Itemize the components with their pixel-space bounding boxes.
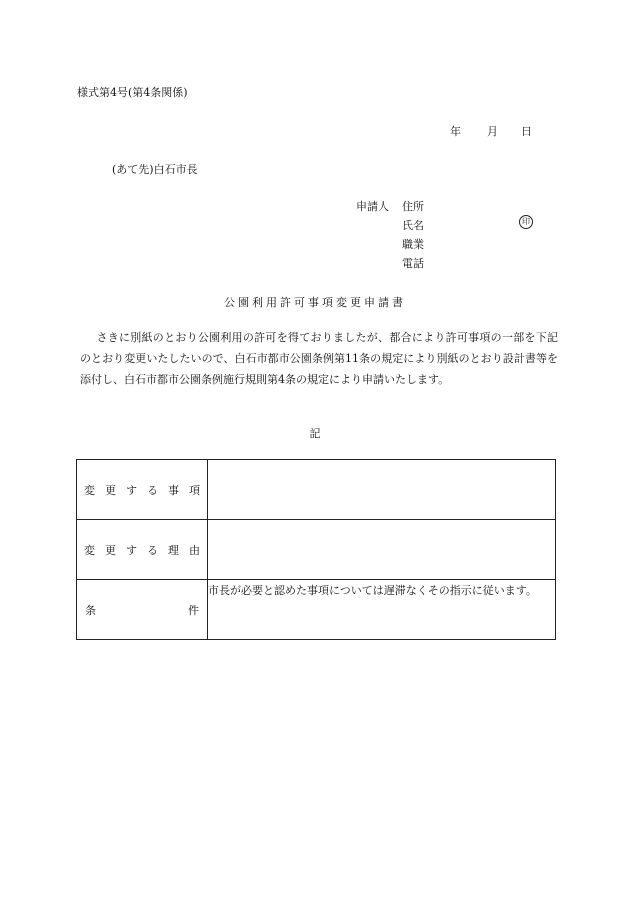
condition-label [77,580,208,640]
label-char: 更 [105,483,116,497]
date-month: 月 [487,125,498,138]
condition-value: 市長が必要と認めた事項については遅滞なくその指示に従います。 [208,580,556,640]
occupation-label: 職業 [402,238,424,251]
recipient: (あて先)白石市長 [112,163,198,176]
label-char: 項 [189,483,200,497]
label-char: 由 [189,543,200,557]
phone-label: 電話 [402,257,424,270]
date-year: 年 [450,125,461,138]
table-row [77,580,556,640]
table-row [77,460,556,520]
label-char: す [126,543,137,557]
change-item-value[interactable] [208,460,556,520]
label-char: 件 [188,603,199,617]
applicant-label: 申請人 [356,200,389,213]
label-char: 事 [168,483,179,497]
body-text: さきに別紙のとおり公園利用の許可を得ておりましたが、都合により許可事項の一部を下記のとおり変更いたしたいので、白石市都市公園条例第11条の規定により別紙のとおり設計書等を添付し、白石市都市公園条例施行規則第4条の規定により申請いたします。 [80,331,558,386]
table-row [77,520,556,580]
detail-table [76,459,556,640]
label-char: 変 [84,543,95,557]
label-char: 条 [85,603,96,617]
date-day: 日 [521,125,532,138]
record-mark: 記 [309,427,321,440]
label-char: す [126,483,137,497]
address-label: 住所 [402,200,424,213]
label-char: る [147,483,158,497]
document-title: 公園利用許可事項変更申請書 [224,296,406,309]
label-char: 更 [105,543,116,557]
label-char: る [147,543,158,557]
change-reason-value[interactable] [208,520,556,580]
change-item-label [77,460,208,520]
seal-icon: 印 [519,215,533,229]
name-label: 氏名 [402,219,424,232]
label-char: 変 [84,483,95,497]
form-number: 様式第4号(第4条関係) [77,86,188,99]
label-char: 理 [168,543,179,557]
change-reason-label [77,520,208,580]
